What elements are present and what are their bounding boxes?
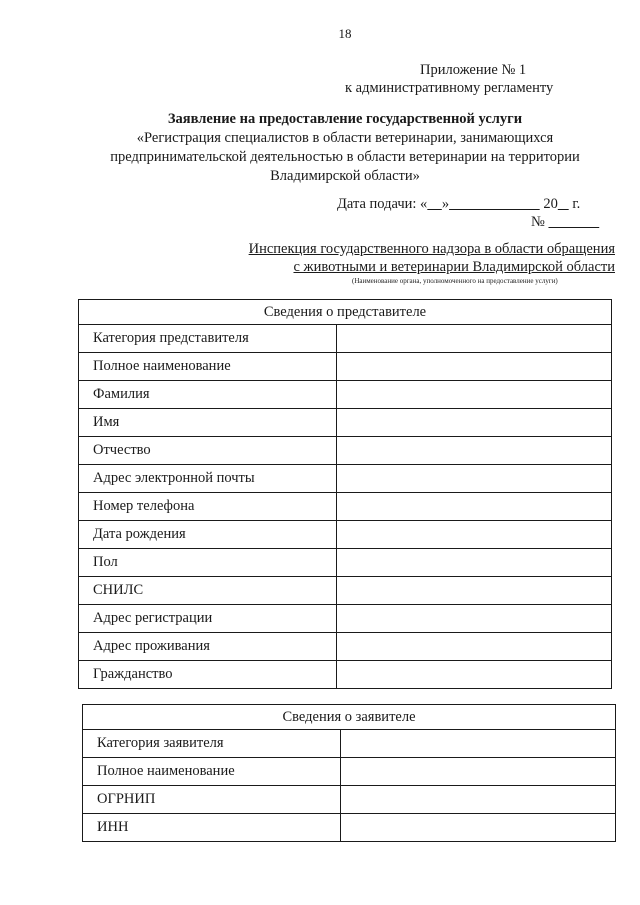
day-blank[interactable] xyxy=(427,196,442,212)
number-blank[interactable] xyxy=(548,214,599,230)
representative-section-header: Сведения о представителе xyxy=(79,300,612,325)
year-blank[interactable] xyxy=(558,196,569,212)
table-row xyxy=(79,325,612,353)
field-value-cell[interactable] xyxy=(337,381,612,409)
organization-note: (Наименование органа, уполномоченного на предоставление услуги) xyxy=(352,277,558,285)
submission-number-line xyxy=(531,214,599,231)
field-value-cell[interactable] xyxy=(337,577,612,605)
field-label: СНИЛС xyxy=(79,577,337,605)
table-row xyxy=(79,493,612,521)
field-value-cell[interactable] xyxy=(337,493,612,521)
field-label: Гражданство xyxy=(79,661,337,689)
field-label: Полное наименование xyxy=(83,758,341,786)
field-label: Адрес проживания xyxy=(79,633,337,661)
table-row xyxy=(79,633,612,661)
field-value-cell[interactable] xyxy=(337,521,612,549)
number-label: № xyxy=(531,214,545,230)
table-row xyxy=(83,758,616,786)
field-value-cell[interactable] xyxy=(337,633,612,661)
table-row xyxy=(83,786,616,814)
field-value-cell[interactable] xyxy=(337,409,612,437)
field-label: Имя xyxy=(79,409,337,437)
table-header-row xyxy=(83,705,616,730)
field-value-cell[interactable] xyxy=(341,786,616,814)
annex-line-2: к административному регламенту xyxy=(345,80,554,96)
organization-line-1: Инспекция государственного надзора в области обращения xyxy=(248,241,615,257)
year-prefix: 20 xyxy=(543,196,558,212)
table-row xyxy=(79,437,612,465)
field-value-cell[interactable] xyxy=(341,814,616,842)
field-label: Адрес электронной почты xyxy=(79,465,337,493)
table-header-row xyxy=(79,300,612,325)
field-label: Адрес регистрации xyxy=(79,605,337,633)
table-row xyxy=(79,409,612,437)
table-row xyxy=(79,605,612,633)
date-label: Дата подачи: « xyxy=(337,196,428,212)
field-label: Дата рождения xyxy=(79,521,337,549)
page-number: 18 xyxy=(338,26,352,41)
field-value-cell[interactable] xyxy=(341,758,616,786)
year-suffix: г. xyxy=(568,196,581,212)
applicant-table xyxy=(82,704,616,842)
date-mid: » xyxy=(441,196,450,212)
field-value-cell[interactable] xyxy=(341,730,616,758)
table-row xyxy=(79,577,612,605)
applicant-section-header: Сведения о заявителе xyxy=(83,705,616,730)
title-bold: Заявление на предоставление государственной услуги xyxy=(167,111,523,127)
title-line-2: «Регистрация специалистов в области ветеринарии, занимающихся xyxy=(136,130,554,146)
month-blank[interactable] xyxy=(449,196,540,212)
field-label: ОГРНИП xyxy=(83,786,341,814)
organization-name xyxy=(225,240,615,276)
title-line-3: предпринимательской деятельностью в области ветеринарии на территории xyxy=(110,149,580,165)
title-line-4: Владимирской области» xyxy=(270,168,420,184)
table-row xyxy=(79,381,612,409)
representative-table xyxy=(78,299,612,689)
table-row xyxy=(79,465,612,493)
document-title xyxy=(90,110,600,186)
table-row xyxy=(83,730,616,758)
field-value-cell[interactable] xyxy=(337,353,612,381)
field-label: Номер телефона xyxy=(79,493,337,521)
field-label: ИНН xyxy=(83,814,341,842)
table-row xyxy=(79,661,612,689)
field-value-cell[interactable] xyxy=(337,605,612,633)
field-label: Фамилия xyxy=(79,381,337,409)
field-label: Полное наименование xyxy=(79,353,337,381)
field-value-cell[interactable] xyxy=(337,437,612,465)
table-row xyxy=(79,549,612,577)
field-value-cell[interactable] xyxy=(337,465,612,493)
field-label: Отчество xyxy=(79,437,337,465)
submission-date-line xyxy=(337,196,580,213)
field-label: Категория представителя xyxy=(79,325,337,353)
field-label: Пол xyxy=(79,549,337,577)
field-value-cell[interactable] xyxy=(337,549,612,577)
field-label: Категория заявителя xyxy=(83,730,341,758)
table-row xyxy=(79,521,612,549)
organization-line-2: с животными и ветеринарии Владимирской области xyxy=(293,259,615,275)
field-value-cell[interactable] xyxy=(337,661,612,689)
annex-line-1: Приложение № 1 xyxy=(420,62,527,78)
field-value-cell[interactable] xyxy=(337,325,612,353)
table-row xyxy=(83,814,616,842)
table-row xyxy=(79,353,612,381)
